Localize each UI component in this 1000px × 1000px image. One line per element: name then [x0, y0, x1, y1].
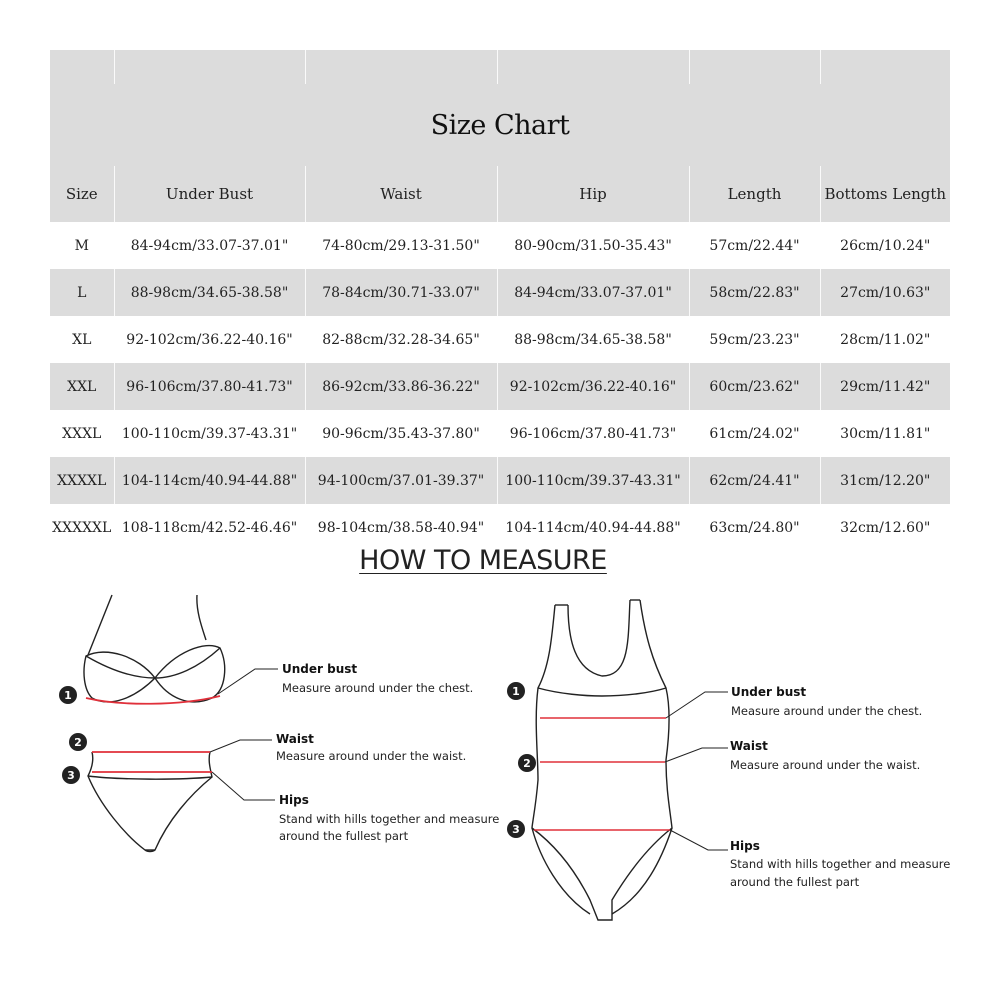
table-row	[50, 410, 950, 457]
table-row	[50, 363, 950, 410]
swimsuit-label-waist: Waist	[730, 739, 768, 753]
column-header: Length	[689, 166, 820, 222]
desc-waist: Measure around under the waist.	[276, 749, 467, 763]
table-cell: 100-110cm/39.37-43.31"	[114, 410, 305, 457]
swimsuit-leader-lines	[665, 692, 728, 850]
swimsuit-desc-waist: Measure around under the waist.	[730, 758, 921, 772]
table-cell: 108-118cm/42.52-46.46"	[114, 504, 305, 551]
label-hips: Hips	[279, 793, 309, 807]
swimsuit-desc-under-bust: Measure around under the chest.	[731, 704, 923, 718]
table-cell: 104-114cm/40.94-44.88"	[114, 457, 305, 504]
table-cell: 58cm/22.83"	[689, 269, 820, 316]
swimsuit-desc-hips-line1: Stand with hills together and measure	[730, 857, 951, 871]
how-to-measure-title: HOW TO MEASURE	[359, 545, 607, 576]
swimsuit-desc-hips-line2: around the fullest part	[730, 875, 860, 889]
table-title-row	[50, 84, 950, 166]
table-cell: 31cm/12.20"	[820, 457, 950, 504]
swimsuit-label-under-bust: Under bust	[731, 685, 807, 699]
table-cell: 57cm/22.44"	[689, 222, 820, 269]
svg-text:1: 1	[512, 685, 520, 698]
table-cell: 26cm/10.24"	[820, 222, 950, 269]
table-cell: 80-90cm/31.50-35.43"	[497, 222, 689, 269]
size-cell: XXXXXL	[50, 504, 114, 551]
size-table	[50, 50, 950, 551]
swimsuit-label-hips: Hips	[730, 839, 760, 853]
table-cell: 92-102cm/36.22-40.16"	[114, 316, 305, 363]
table-cell: 94-100cm/37.01-39.37"	[305, 457, 497, 504]
swimsuit-badge-2	[518, 754, 536, 772]
table-row	[50, 269, 950, 316]
svg-text:2: 2	[523, 757, 531, 770]
badge-1	[59, 686, 77, 704]
size-cell: XL	[50, 316, 114, 363]
svg-text:1: 1	[64, 689, 72, 702]
column-header: Hip	[497, 166, 689, 222]
table-cell: 60cm/23.62"	[689, 363, 820, 410]
size-chart	[50, 50, 950, 551]
size-cell: XXXL	[50, 410, 114, 457]
table-row	[50, 316, 950, 363]
bikini-top-illustration	[84, 595, 225, 702]
badge-3	[62, 766, 80, 784]
table-cell: 62cm/24.41"	[689, 457, 820, 504]
size-cell: M	[50, 222, 114, 269]
column-header: Bottoms Length	[820, 166, 950, 222]
swimsuit-badge-1	[507, 682, 525, 700]
table-row	[50, 504, 950, 551]
table-cell: 88-98cm/34.65-38.58"	[114, 269, 305, 316]
measure-diagrams	[0, 580, 1000, 1000]
table-cell: 29cm/11.42"	[820, 363, 950, 410]
table-cell: 88-98cm/34.65-38.58"	[497, 316, 689, 363]
size-cell: XXXXL	[50, 457, 114, 504]
column-header: Size	[50, 166, 114, 222]
table-cell: 86-92cm/33.86-36.22"	[305, 363, 497, 410]
svg-text:3: 3	[512, 823, 520, 836]
table-cell: 30cm/11.81"	[820, 410, 950, 457]
table-top-band	[50, 50, 950, 84]
desc-under-bust: Measure around under the chest.	[282, 681, 474, 695]
table-cell: 63cm/24.80"	[689, 504, 820, 551]
table-cell: 92-102cm/36.22-40.16"	[497, 363, 689, 410]
size-cell: L	[50, 269, 114, 316]
table-cell: 82-88cm/32.28-34.65"	[305, 316, 497, 363]
table-cell: 78-84cm/30.71-33.07"	[305, 269, 497, 316]
table-cell: 61cm/24.02"	[689, 410, 820, 457]
label-waist: Waist	[276, 732, 314, 746]
table-cell: 90-96cm/35.43-37.80"	[305, 410, 497, 457]
table-cell: 96-106cm/37.80-41.73"	[114, 363, 305, 410]
bikini-bottom-illustration	[88, 752, 212, 852]
table-cell: 100-110cm/39.37-43.31"	[497, 457, 689, 504]
table-cell: 28cm/11.02"	[820, 316, 950, 363]
table-row	[50, 222, 950, 269]
svg-text:3: 3	[67, 769, 75, 782]
table-header-row	[50, 166, 950, 222]
desc-hips-line2: around the fullest part	[279, 829, 409, 843]
column-header: Waist	[305, 166, 497, 222]
desc-hips-line1: Stand with hills together and measure	[279, 812, 500, 826]
table-cell: 96-106cm/37.80-41.73"	[497, 410, 689, 457]
svg-text:2: 2	[74, 736, 82, 749]
size-cell: XXL	[50, 363, 114, 410]
table-cell: 104-114cm/40.94-44.88"	[497, 504, 689, 551]
table-cell: 27cm/10.63"	[820, 269, 950, 316]
table-cell: 84-94cm/33.07-37.01"	[497, 269, 689, 316]
table-cell: 32cm/12.60"	[820, 504, 950, 551]
swimsuit-illustration	[532, 600, 672, 920]
table-cell: 59cm/23.23"	[689, 316, 820, 363]
table-row	[50, 457, 950, 504]
table-cell: 98-104cm/38.58-40.94"	[305, 504, 497, 551]
swimsuit-badge-3	[507, 820, 525, 838]
table-cell: 84-94cm/33.07-37.01"	[114, 222, 305, 269]
table-cell: 74-80cm/29.13-31.50"	[305, 222, 497, 269]
size-chart-title: Size Chart	[50, 84, 950, 166]
column-header: Under Bust	[114, 166, 305, 222]
label-under-bust: Under bust	[282, 662, 358, 676]
badge-2	[69, 733, 87, 751]
